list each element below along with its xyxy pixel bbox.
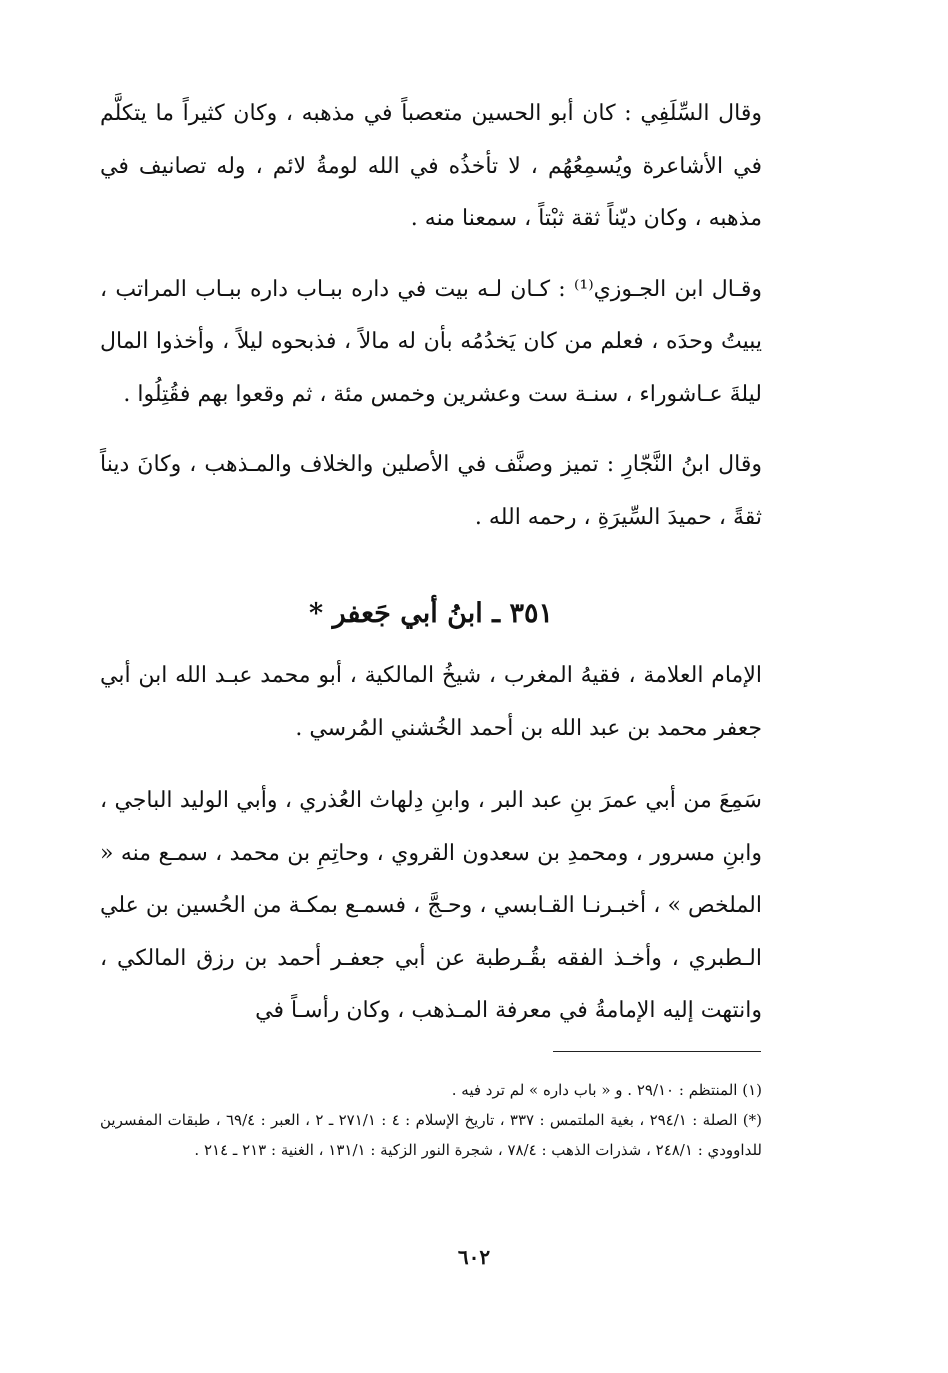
- footnote-1: (١) المنتظم : ٢٩/١٠ . و « باب داره » لم ترد فيه .: [451, 1081, 762, 1099]
- paragraph-biography-teachers: سَمِعَ من أبي عمرَ بنِ عبد البر ، وابنِ دِلهاث العُذري ، وأبي الوليد الباجي ، وابنِ مسرور ، ومحمدِ بن سعدون القروي ، وحاتِمِ بن محمد ، سمـع منه « الملخص » ، أخبـرنـا القـابسي ، وحـجَّ ، فسمـع بمكـة من الحُسين بن علي الـطبري ، وأخـذ الفقه بقُـرطبة عن أبي جعفـر أحمد بن رزق المالكي ، وانتهت إليه الإمامةُ في معرفة المـذهب ، وكان رأسـاً في: [100, 788, 762, 1023]
- footnote-sources: (*) الصلة : ٢٩٤/١ ، بغية الملتمس : ٣٣٧ ، تاريخ الإسلام : ٤ : ٢٧١/١ ـ ٢ ، العبر : ٦٩/٤ ، طبقات المفسرين للداوودي : ٢٤٨/١ ، شذرات الذهب : ٧٨/٤ ، شجرة النور الزكية : ١٣١/١ ، الغنية : ٢١٣ ـ ٢١٤ .: [100, 1111, 762, 1159]
- paragraph-ibn-al-najjar-quote: وقال ابنُ النَّجّارِ : تميز وصنَّف في الأصلين والخلاف والمـذهب ، وكانَ ديناً ثقةً ، حميدَ السِّيرَةِ ، رحمه الله .: [100, 452, 762, 530]
- page-body: [100, 88, 762, 1038]
- footnote-divider: [553, 1051, 761, 1052]
- entry-heading: ٣٥١ ـ ابنُ أبي جَعفر *: [309, 598, 553, 629]
- paragraph-biography-intro: الإمام العلامة ، فقيهُ المغرب ، شيخُ المالكية ، أبو محمد عبـد الله ابن أبي جعفر محمد بن عبد الله بن أحمد الخُشني المُرسي .: [100, 663, 762, 741]
- page-number: ٦٠٢: [457, 1245, 491, 1269]
- paragraph-ibn-al-jawzi-quote: وقـال ابن الجـوزي⁽¹⁾ : كـان لـه بيت في داره ببـاب داره ببـاب المراتب ، يبيتُ وحدَه ، فعلم من كان يَخدُمُه بأن له مالاً ، فذبحوه ليلاً ، وأخذوا المال ليلةَ عـاشوراء ، سنـة ست وعشرين وخمس مئة ، ثم وقعوا بهم فقُتِلُوا .: [100, 276, 762, 407]
- footnotes: [100, 1075, 762, 1165]
- paragraph-silafi-quote: وقال السِّلَفِي : كان أبو الحسين متعصباً في مذهبه ، وكان كثيراً ما يتكلَّم في الأشاعرة ويُسمِعُهُم ، لا تأخذُه في الله لومةُ لائم ، وله تصانيف في مذهبه ، وكان ديّناً ثقة ثبْتاً ، سمعنا منه .: [100, 101, 762, 231]
